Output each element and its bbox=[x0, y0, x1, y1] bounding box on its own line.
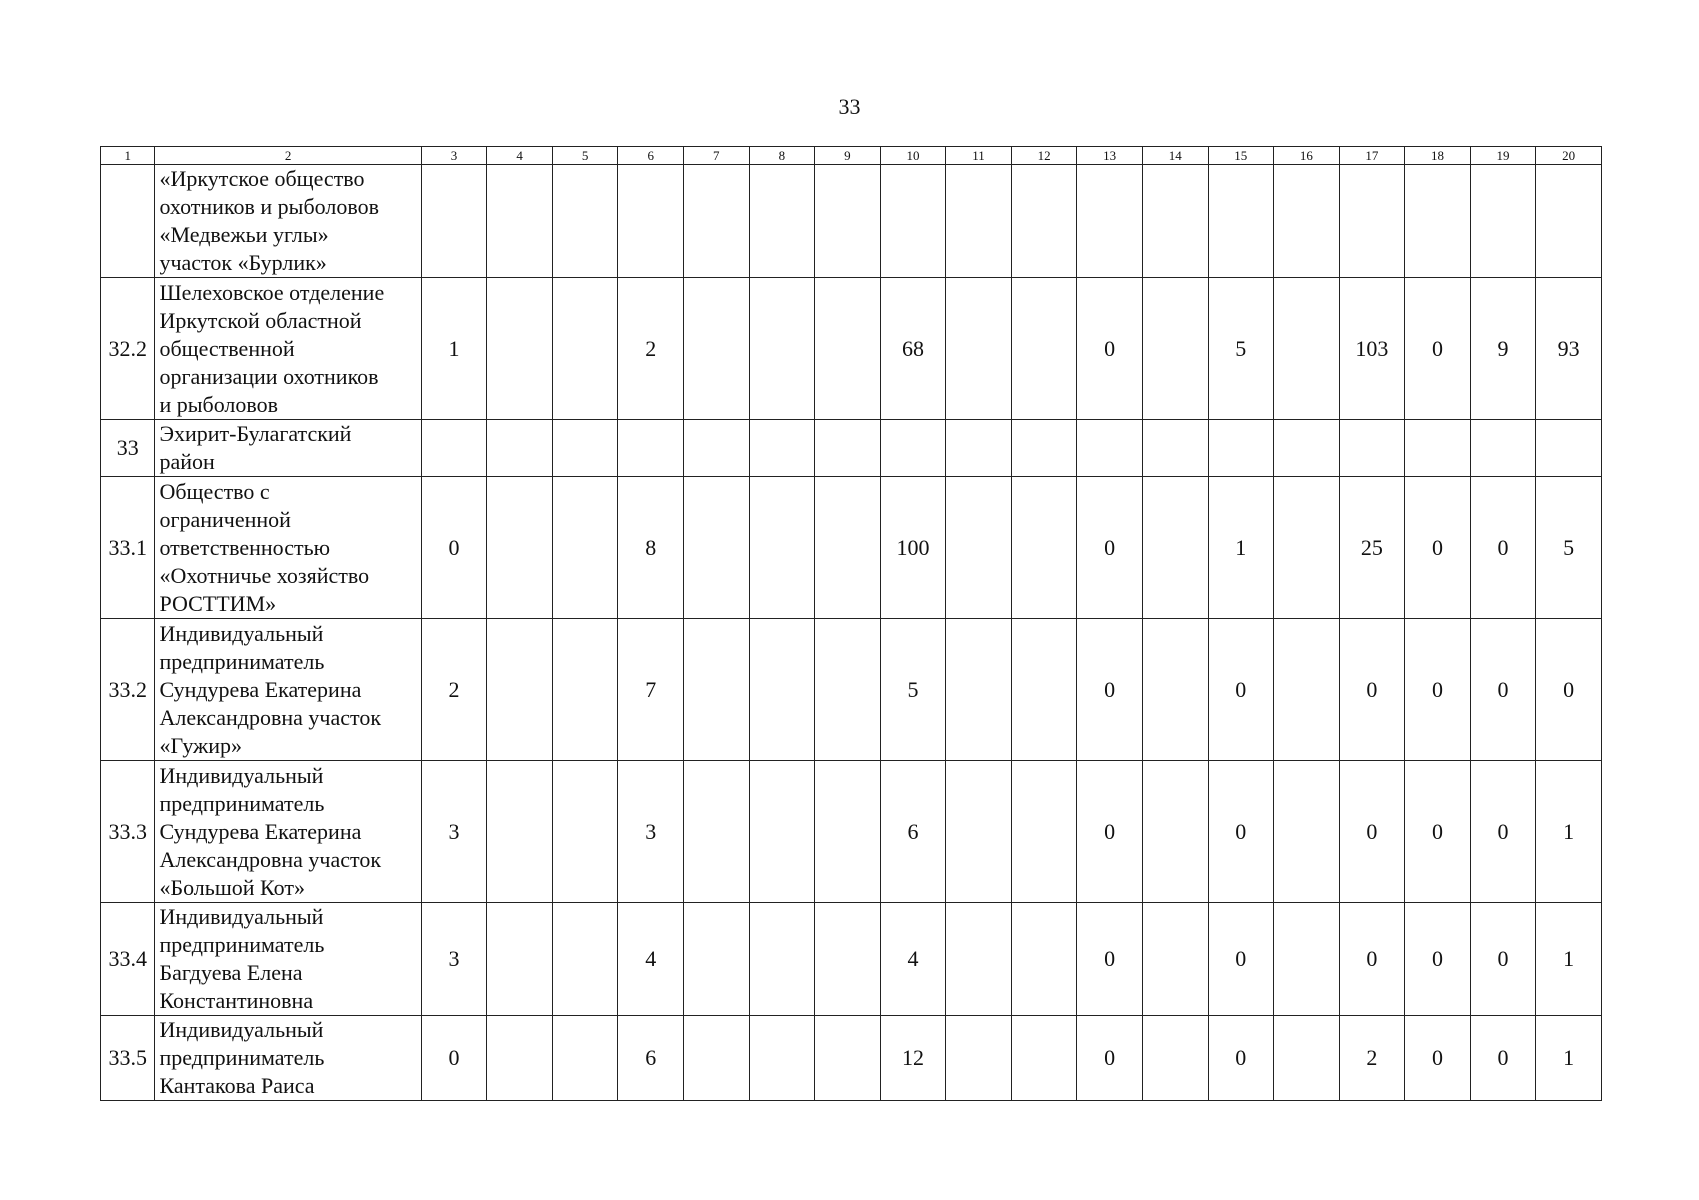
organization-name-line: охотников и рыболовов bbox=[159, 194, 379, 219]
value-cell-col-15 bbox=[1208, 420, 1274, 477]
value-cell-col-5 bbox=[552, 477, 618, 619]
value-cell-col-7 bbox=[684, 1016, 750, 1101]
value-cell-col-5 bbox=[552, 165, 618, 278]
value-cell-col-14 bbox=[1142, 619, 1208, 761]
value-cell-col-13: 0 bbox=[1077, 761, 1143, 903]
value-cell-col-12 bbox=[1011, 278, 1077, 420]
value-cell-col-4 bbox=[487, 477, 553, 619]
value-cell-col-17: 0 bbox=[1339, 903, 1405, 1016]
value-cell-col-11 bbox=[946, 477, 1012, 619]
value-cell-col-18 bbox=[1405, 420, 1471, 477]
value-cell-col-18 bbox=[1405, 165, 1471, 278]
organization-name-line: ответственностью bbox=[159, 534, 331, 560]
value-cell-col-3: 0 bbox=[421, 477, 487, 619]
value-cell-col-11 bbox=[946, 903, 1012, 1016]
value-cell-col-16 bbox=[1274, 420, 1340, 477]
column-number-cell: 17 bbox=[1339, 147, 1405, 165]
value-cell-col-12 bbox=[1011, 1016, 1077, 1101]
value-cell-col-12 bbox=[1011, 761, 1077, 903]
value-cell-col-5 bbox=[552, 903, 618, 1016]
value-cell-col-19: 0 bbox=[1470, 477, 1536, 619]
value-cell-col-7 bbox=[684, 903, 750, 1016]
value-cell-col-11 bbox=[946, 619, 1012, 761]
value-cell-col-20: 1 bbox=[1536, 761, 1602, 903]
value-cell-col-9 bbox=[815, 278, 881, 420]
row-number-cell: 33.4 bbox=[101, 903, 155, 1016]
value-cell-col-14 bbox=[1142, 165, 1208, 278]
table-row bbox=[101, 477, 1602, 619]
organization-name-line: предприниматель bbox=[159, 1045, 325, 1070]
value-cell-col-9 bbox=[815, 761, 881, 903]
value-cell-col-12 bbox=[1011, 903, 1077, 1016]
column-number-cell: 15 bbox=[1208, 147, 1274, 165]
value-cell-col-16 bbox=[1274, 903, 1340, 1016]
column-number-cell: 13 bbox=[1077, 147, 1143, 165]
value-cell-col-16 bbox=[1274, 1016, 1340, 1101]
value-cell-col-18: 0 bbox=[1405, 761, 1471, 903]
value-cell-col-20: 1 bbox=[1536, 1016, 1602, 1101]
value-cell-col-5 bbox=[552, 761, 618, 903]
organization-name-cell bbox=[155, 1016, 421, 1101]
column-number-cell: 3 bbox=[421, 147, 487, 165]
value-cell-col-8 bbox=[749, 165, 815, 278]
value-cell-col-6 bbox=[618, 165, 684, 278]
value-cell-col-8 bbox=[749, 619, 815, 761]
organization-name-cell bbox=[155, 619, 421, 761]
value-cell-col-4 bbox=[487, 420, 553, 477]
value-cell-col-7 bbox=[684, 420, 750, 477]
value-cell-col-15: 0 bbox=[1208, 1016, 1274, 1101]
organization-name-cell bbox=[155, 477, 421, 619]
organization-name-line: предприниматель bbox=[159, 790, 325, 816]
table-row bbox=[101, 619, 1602, 761]
value-cell-col-16 bbox=[1274, 278, 1340, 420]
value-cell-col-15: 0 bbox=[1208, 903, 1274, 1016]
value-cell-col-13: 0 bbox=[1077, 619, 1143, 761]
value-cell-col-8 bbox=[749, 903, 815, 1016]
value-cell-col-3: 1 bbox=[421, 278, 487, 420]
value-cell-col-19: 9 bbox=[1470, 278, 1536, 420]
value-cell-col-16 bbox=[1274, 165, 1340, 278]
organization-name-line: Индивидуальный bbox=[159, 904, 324, 929]
value-cell-col-11 bbox=[946, 420, 1012, 477]
value-cell-col-7 bbox=[684, 761, 750, 903]
organization-name-line: Багдуева Елена bbox=[159, 960, 303, 985]
organization-name-line: участок «Бурлик» bbox=[159, 250, 327, 275]
value-cell-col-20: 1 bbox=[1536, 903, 1602, 1016]
organization-name-line: предприниматель bbox=[159, 932, 325, 957]
value-cell-col-14 bbox=[1142, 420, 1208, 477]
organization-name-cell bbox=[155, 278, 421, 420]
organization-name-line: Индивидуальный bbox=[159, 762, 324, 788]
value-cell-col-16 bbox=[1274, 761, 1340, 903]
value-cell-col-10 bbox=[880, 165, 946, 278]
value-cell-col-5 bbox=[552, 278, 618, 420]
value-cell-col-14 bbox=[1142, 903, 1208, 1016]
organization-name-line: ограниченной bbox=[159, 506, 291, 532]
value-cell-col-17 bbox=[1339, 420, 1405, 477]
column-number-cell: 16 bbox=[1274, 147, 1340, 165]
organization-name-line: Индивидуальный bbox=[159, 620, 324, 646]
organization-name-line: общественной bbox=[159, 335, 295, 361]
organization-name-line: Сундурева Екатерина bbox=[159, 676, 362, 702]
value-cell-col-3: 3 bbox=[421, 761, 487, 903]
value-cell-col-18: 0 bbox=[1405, 619, 1471, 761]
value-cell-col-14 bbox=[1142, 761, 1208, 903]
value-cell-col-5 bbox=[552, 619, 618, 761]
value-cell-col-8 bbox=[749, 1016, 815, 1101]
value-cell-col-13 bbox=[1077, 420, 1143, 477]
value-cell-col-19: 0 bbox=[1470, 619, 1536, 761]
value-cell-col-11 bbox=[946, 165, 1012, 278]
organization-name-line: Эхирит-Булагатский bbox=[159, 421, 352, 446]
value-cell-col-15: 0 bbox=[1208, 761, 1274, 903]
value-cell-col-20: 5 bbox=[1536, 477, 1602, 619]
value-cell-col-16 bbox=[1274, 477, 1340, 619]
table-row bbox=[101, 761, 1602, 903]
value-cell-col-11 bbox=[946, 761, 1012, 903]
value-cell-col-14 bbox=[1142, 278, 1208, 420]
value-cell-col-10 bbox=[880, 420, 946, 477]
value-cell-col-20: 0 bbox=[1536, 619, 1602, 761]
value-cell-col-4 bbox=[487, 903, 553, 1016]
value-cell-col-6: 8 bbox=[618, 477, 684, 619]
value-cell-col-3 bbox=[421, 420, 487, 477]
column-number-cell: 12 bbox=[1011, 147, 1077, 165]
column-number-cell: 18 bbox=[1405, 147, 1471, 165]
organization-name-line: «Охотничье хозяйство bbox=[159, 562, 370, 588]
value-cell-col-10: 4 bbox=[880, 903, 946, 1016]
value-cell-col-20: 93 bbox=[1536, 278, 1602, 420]
column-number-row bbox=[101, 147, 1602, 165]
organization-name-line: Кантакова Раиса bbox=[159, 1073, 315, 1098]
value-cell-col-12 bbox=[1011, 165, 1077, 278]
value-cell-col-6: 4 bbox=[618, 903, 684, 1016]
value-cell-col-17: 25 bbox=[1339, 477, 1405, 619]
value-cell-col-4 bbox=[487, 619, 553, 761]
value-cell-col-6: 2 bbox=[618, 278, 684, 420]
column-number-cell: 4 bbox=[487, 147, 553, 165]
value-cell-col-17 bbox=[1339, 165, 1405, 278]
value-cell-col-15: 5 bbox=[1208, 278, 1274, 420]
value-cell-col-13: 0 bbox=[1077, 278, 1143, 420]
value-cell-col-19 bbox=[1470, 165, 1536, 278]
value-cell-col-12 bbox=[1011, 619, 1077, 761]
column-number-cell: 9 bbox=[815, 147, 881, 165]
value-cell-col-13: 0 bbox=[1077, 477, 1143, 619]
value-cell-col-10: 100 bbox=[880, 477, 946, 619]
table-row bbox=[101, 1016, 1602, 1101]
value-cell-col-18: 0 bbox=[1405, 278, 1471, 420]
value-cell-col-15: 1 bbox=[1208, 477, 1274, 619]
value-cell-col-10: 12 bbox=[880, 1016, 946, 1101]
value-cell-col-4 bbox=[487, 278, 553, 420]
organization-name-line: Иркутской областной bbox=[159, 307, 362, 333]
value-cell-col-7 bbox=[684, 477, 750, 619]
value-cell-col-9 bbox=[815, 477, 881, 619]
value-cell-col-3: 0 bbox=[421, 1016, 487, 1101]
value-cell-col-19: 0 bbox=[1470, 761, 1536, 903]
value-cell-col-15 bbox=[1208, 165, 1274, 278]
organization-name-cell bbox=[155, 761, 421, 903]
column-number-cell: 6 bbox=[618, 147, 684, 165]
value-cell-col-6 bbox=[618, 420, 684, 477]
value-cell-col-10: 6 bbox=[880, 761, 946, 903]
value-cell-col-9 bbox=[815, 903, 881, 1016]
value-cell-col-10: 5 bbox=[880, 619, 946, 761]
column-number-cell: 20 bbox=[1536, 147, 1602, 165]
value-cell-col-17: 0 bbox=[1339, 761, 1405, 903]
column-number-cell: 7 bbox=[684, 147, 750, 165]
value-cell-col-8 bbox=[749, 420, 815, 477]
organization-name-line: Шелеховское отделение bbox=[159, 279, 385, 305]
column-number-cell: 1 bbox=[101, 147, 155, 165]
value-cell-col-13: 0 bbox=[1077, 1016, 1143, 1101]
table-row bbox=[101, 278, 1602, 420]
column-number-cell: 10 bbox=[880, 147, 946, 165]
value-cell-col-6: 3 bbox=[618, 761, 684, 903]
organization-name-cell bbox=[155, 165, 421, 278]
value-cell-col-17: 2 bbox=[1339, 1016, 1405, 1101]
value-cell-col-12 bbox=[1011, 420, 1077, 477]
organization-name-line: Александровна участок bbox=[159, 704, 382, 730]
value-cell-col-8 bbox=[749, 278, 815, 420]
organization-name-line: предприниматель bbox=[159, 648, 325, 674]
organization-name-line: «Медвежьи углы» bbox=[159, 222, 329, 247]
organization-name-line: район bbox=[159, 449, 215, 474]
value-cell-col-3 bbox=[421, 165, 487, 278]
organization-name-line: организации охотников bbox=[159, 363, 379, 389]
value-cell-col-5 bbox=[552, 420, 618, 477]
column-number-cell: 14 bbox=[1142, 147, 1208, 165]
table-row bbox=[101, 165, 1602, 278]
value-cell-col-17: 0 bbox=[1339, 619, 1405, 761]
value-cell-col-6: 7 bbox=[618, 619, 684, 761]
value-cell-col-11 bbox=[946, 1016, 1012, 1101]
value-cell-col-17: 103 bbox=[1339, 278, 1405, 420]
table-row bbox=[101, 903, 1602, 1016]
value-cell-col-14 bbox=[1142, 1016, 1208, 1101]
value-cell-col-8 bbox=[749, 761, 815, 903]
value-cell-col-20 bbox=[1536, 165, 1602, 278]
row-number-cell: 33 bbox=[101, 420, 155, 477]
value-cell-col-9 bbox=[815, 420, 881, 477]
value-cell-col-4 bbox=[487, 761, 553, 903]
value-cell-col-7 bbox=[684, 619, 750, 761]
value-cell-col-4 bbox=[487, 1016, 553, 1101]
column-number-cell: 11 bbox=[946, 147, 1012, 165]
value-cell-col-7 bbox=[684, 278, 750, 420]
value-cell-col-7 bbox=[684, 165, 750, 278]
value-cell-col-3: 2 bbox=[421, 619, 487, 761]
table-row bbox=[101, 420, 1602, 477]
column-number-cell: 8 bbox=[749, 147, 815, 165]
value-cell-col-9 bbox=[815, 619, 881, 761]
value-cell-col-10: 68 bbox=[880, 278, 946, 420]
organization-name-line: Общество с bbox=[159, 478, 270, 504]
value-cell-col-3: 3 bbox=[421, 903, 487, 1016]
value-cell-col-12 bbox=[1011, 477, 1077, 619]
value-cell-col-20 bbox=[1536, 420, 1602, 477]
value-cell-col-9 bbox=[815, 1016, 881, 1101]
organization-name-cell bbox=[155, 420, 421, 477]
value-cell-col-5 bbox=[552, 1016, 618, 1101]
column-number-cell: 2 bbox=[155, 147, 421, 165]
page-number: 33 bbox=[838, 94, 861, 119]
value-cell-col-14 bbox=[1142, 477, 1208, 619]
organization-name-line: РОСТТИМ» bbox=[159, 590, 277, 616]
value-cell-col-19 bbox=[1470, 420, 1536, 477]
row-number-cell: 33.2 bbox=[101, 619, 155, 761]
row-number-cell: 33.5 bbox=[101, 1016, 155, 1101]
value-cell-col-6: 6 bbox=[618, 1016, 684, 1101]
value-cell-col-19: 0 bbox=[1470, 903, 1536, 1016]
value-cell-col-18: 0 bbox=[1405, 903, 1471, 1016]
value-cell-col-19: 0 bbox=[1470, 1016, 1536, 1101]
organization-name-line: «Большой Кот» bbox=[159, 874, 305, 900]
organization-name-line: Индивидуальный bbox=[159, 1017, 324, 1042]
value-cell-col-11 bbox=[946, 278, 1012, 420]
organization-name-line: «Иркутское общество bbox=[159, 166, 365, 191]
value-cell-col-9 bbox=[815, 165, 881, 278]
data-table bbox=[100, 146, 1602, 1101]
organization-name-line: Сундурева Екатерина bbox=[159, 818, 362, 844]
table-body bbox=[101, 165, 1602, 1101]
value-cell-col-18: 0 bbox=[1405, 1016, 1471, 1101]
organization-name-line: Константиновна bbox=[159, 988, 314, 1013]
value-cell-col-4 bbox=[487, 165, 553, 278]
column-number-cell: 19 bbox=[1470, 147, 1536, 165]
value-cell-col-13 bbox=[1077, 165, 1143, 278]
value-cell-col-8 bbox=[749, 477, 815, 619]
organization-name-line: «Гужир» bbox=[159, 732, 243, 758]
row-number-cell: 33.1 bbox=[101, 477, 155, 619]
row-number-cell: 33.3 bbox=[101, 761, 155, 903]
value-cell-col-13: 0 bbox=[1077, 903, 1143, 1016]
organization-name-line: Александровна участок bbox=[159, 846, 382, 872]
value-cell-col-18: 0 bbox=[1405, 477, 1471, 619]
value-cell-col-16 bbox=[1274, 619, 1340, 761]
value-cell-col-15: 0 bbox=[1208, 619, 1274, 761]
organization-name-cell bbox=[155, 903, 421, 1016]
column-number-cell: 5 bbox=[552, 147, 618, 165]
organization-name-line: и рыболовов bbox=[159, 391, 279, 417]
row-number-cell: 32.2 bbox=[101, 278, 155, 420]
row-number-cell bbox=[101, 165, 155, 278]
